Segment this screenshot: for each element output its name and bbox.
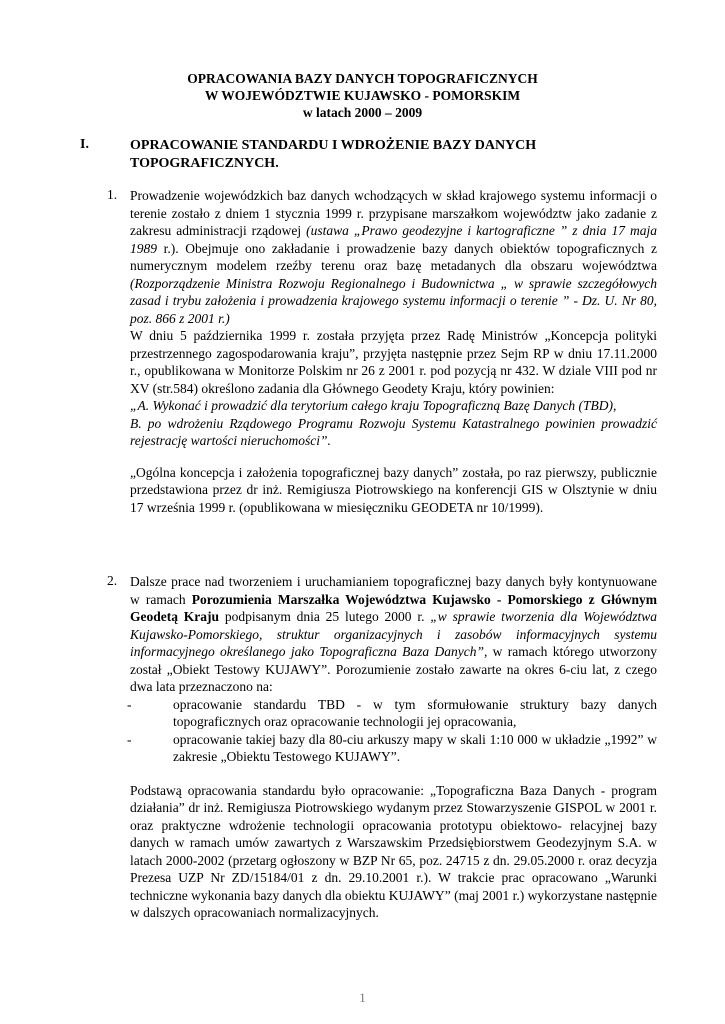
doc-title-line3: w latach 2000 – 2009 [302, 105, 423, 120]
item-2-body [127, 573, 658, 922]
doc-title-line2: W WOJEWÓDZTWIE KUJAWSKO - POMORSKIM [204, 88, 521, 103]
bullet-dash: - [127, 731, 132, 747]
section-title: OPRACOWANIE STANDARDU I WDROŻENIE BAZY DANYCH TOPOGRAFICZNYCH. [130, 138, 537, 171]
list-item: - opracowanie standardu TBD - w tym sformułowanie struktury bazy danych topograficznych oraz opracowanie technologii jej opracowania, [127, 696, 657, 729]
item-1-quote-a: „A. Wykonać i prowadzić dla terytorium całego kraju Topograficzną Bazę Danych (TBD), [130, 398, 617, 413]
bullet-dash: - [127, 696, 132, 712]
item-1-paragraph-2: W dniu 5 października 1999 r. została przyjęta przez Radę Ministrów „Koncepcja polityki przestrzennego zagospodarowania kraju”, przyjęta następnie przez Sejm RP w dniu 17.11.2000 r., opublikowana w Monitorze Polskim nr 26 z 2001 r. pod pozycją nr 432. W dziale VIII pod nr XV (str.584) określono zadania dla Głównego Geodety Kraju, który powinien: [130, 328, 657, 396]
item-1-quote-b: B. po wdrożeniu Rządowego Programu Rozwoju Systemu Katastralnego powinien prowadzić rejestrację wartości nieruchomości”. [130, 415, 657, 448]
item-2-number: 2. [107, 573, 118, 588]
item-2-paragraph-2: Podstawą opracowania standardu było opracowanie: „Topograficzna Baza Danych - program działania” dr inż. Remigiusza Piotrowskiego wydanym przez Stowarzyszenie GISPOL w 2001 r. oraz praktyczne wdrożenie technologii opracowania prototypu obiektowo- relacyjnej bazy danych w ramach umów zawartych z Warszawskim Przedsiębiorstwem Geodezyjnym S.A. w latach 2000-2002 (przetarg ogłoszony w BZP Nr 65, poz. 24715 z dn. 29.05.2000 r. oraz decyzja Prezesa UZP Nr ZD/15184/01 z dn. 29.10.2001 r.). W trakcie prac opracowano „Warunki techniczne wykonania bazy danych dla obiektu KUJAWY” (maj 2001 r.) wykorzystane następnie w dalszych opracowaniach normalizacyjnych. [130, 782, 657, 920]
list-item: - opracowanie takiej bazy dla 80-ciu arkuszy mapy w skali 1:10 000 w układzie „1992” w zakresie „Obiektu Testowego KUJAWY”. [127, 731, 657, 764]
item-1-paragraph-4: „Ogólna koncepcja i założenia topograficznej bazy danych” została, po raz pierwszy, publicznie przedstawiona przez dr inż. Remigiusza Piotrowskiego na konferencji GIS w Olsztynie w dniu 17 września 1999 r. (opublikowana w miesięczniku GEODETA nr 10/1999). [130, 464, 657, 515]
item-1-paragraph-1: Prowadzenie wojewódzkich baz danych wchodzących w skład krajowego systemu informacji o terenie zostało z dniem 1 stycznia 1999 r. przypisane marszałkom województw jako zadanie z zakresu administracji rządowej (ustawa „Prawo geodezyjne i kartograficzne ” z dnia 17 maja 1989 r.). Obejmuje ono zakładanie i prowadzenie bazy danych obiektów topograficznych z numerycznym modelem rzeźby terenu oraz bazę metadanych dla obszaru województwa (Rozporządzenie Ministra Rozwoju Regionalnego i Budownictwa „ w sprawie szczegółowych zasad i trybu założenia i prowadzenia krajowego systemu informacji o terenie ” - Dz. U. Nr 80, poz. 866 z 2001 r.) [130, 188, 657, 326]
page-number: 1 [359, 990, 366, 1005]
item-1-number: 1. [107, 187, 118, 202]
item-1-body [130, 187, 657, 516]
section-number: I. [80, 137, 89, 152]
doc-title-line1: OPRACOWANIA BAZY DANYCH TOPOGRAFICZNYCH [187, 71, 538, 86]
item-2-paragraph-1: Dalsze prace nad tworzeniem i uruchamianiem topograficznej bazy danych były kontynuowane w ramach Porozumienia Marszałka Województwa Kujawsko - Pomorskiego z Głównym Geodetą Kraju podpisanym dnia 25 lutego 2000 r. „w sprawie tworzenia dla Województwa Kujawsko-Pomorskiego, struktur organizacyjnych i zasobów informacyjnych systemu informacyjnego określanego jako Topograficzna Baza Danych”, w ramach którego utworzony został „Obiekt Testowy KUJAWY”. Porozumienie zostało zawarte na okres 6-ciu lat, z czego dwa lata przeznaczono na: [130, 574, 658, 694]
